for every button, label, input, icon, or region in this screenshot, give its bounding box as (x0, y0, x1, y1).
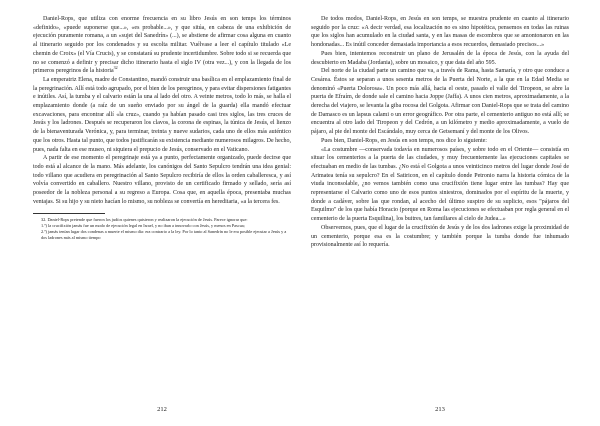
footnote (33, 217, 291, 241)
page-number: 213 (435, 406, 445, 413)
paragraph: Observemos, pues, que el lugar de la crucifixión de Jesús y de los dos ladrones exige la proximidad de un cementerio, porque esa es la costumbre; y también porque la tumba donde fue inhumado provisionalmente así lo requería. (311, 224, 569, 249)
footnote-marker: 32 (113, 65, 118, 71)
paragraph: De todos modos, Daniel-Rops, en Jesús en son temps, se muestra prudente en cuanto al itinerario seguido por la cruz: «A decir verdad, esa localización no es sino hipotética, pensemos en todas las ruinas que los siglos han acumulado en la ciudad santa, y en las masas de escombros que se amontonaron en las hondonadas... Es inútil conceder demasiada importancia a esos recuerdos, demasiado precisos...» (311, 16, 569, 49)
left-body-text (33, 15, 291, 206)
left-page (33, 15, 291, 415)
footnote-item: 1.º) la crucifixión jamás fue un modo de ejecución legal en Israel, y no iban a innovarlo con Jesús, y menos en Pascua; (41, 223, 245, 229)
footnote-item: 2.º) jamás tenían lugar dos condenas a muerte el mismo día: era contrario a la ley. Por lo tanto al Sanedrín no le era posible ejecutar a Jesús y a dos ladrones más al mismo tiempo (41, 229, 287, 241)
right-page (311, 15, 569, 415)
paragraph: Pues bien, intentemos reconstruir un plano de Jerusalén de la época de Jesús, con la ayuda del descubierto en Madaba (Jordania), sobre un mosaico, y que data del año 595. (311, 50, 569, 66)
quotation: «La costumbre —conservada todavía en numerosos países, y sobre todo en el Oriente— consistía en situar los cementerios a la puerta de las ciudades, y muy frecuentemente las ejecuciones capitales se efectuaban en medio de las tumbas. ¿No está el Golgota a unos veinticinco metros del lugar donde José de Arimatea tenía su sepulcro? En el Satiricon, en el capítulo donde Petronio narra la historia cómica de la viuda inconsolable, ¿no vemos también como una crucifixión tiene lugar entre las tumbas? Hay que representarse el Calvario como uno de esos puntos siniestros, dominados por el espíritu de la muerte, y donde a cadáver, sobre las que rondan, al acecho del último suspiro de su suplicio, esos "pájaros del Esquilmo" de los que había Horacio (porque en Roma las ejecuciones se efectuaban por regla general en el cementerio de la puerta Esquilina), los buitres, tan familiares al cielo de Judea...» (311, 146, 569, 223)
page-number: 212 (157, 406, 167, 413)
paragraph: La emperatriz Elena, madre de Constantino, mandó construir una basílica en el emplazamiento final de la peregrinación. Allí está todo agrupado, por el bien de los peregrinos, y para evitar dispersiones fatigantes e inútiles. Así, la tumba y el calvario están la una al lado del otro. A veinte metros, todo lo más, se halla el emplazamiento donde (a raíz de un sueño enviado por su ángel de la guarda) ella mandó efectuar excavaciones, para encontrar allí «la cruz», cuando ya habían pasado casi tres siglos, las tres cruces de Jesús y los ladrones. Después se recuperaron los clavos, la corona de espinas, la túnica de Jesús, el lienzo de la bienaventurada Verónica, y, para terminar, treinta y nueve sudarios, cada uno de ellos más auténtico que los otros. Hasta tal punto, que todos justificarán su existencia mediante numerosos milagros. De hecho, pues, nada falta en ese museo, ni siquiera el prepucio de Jesús, conservado en el Vaticano. (33, 76, 291, 153)
paragraph: Del norte de la ciudad parte un camino que va, a través de Rama, hasta Samaría, y otro que conduce a Cesárea. Éstos se separan a unos sesenta metros de la Puerta del Norte, a la que en la Edad Media se denominó «Puerta Dolorosa». Un poco más allá, hacia el oeste, pasado el valle del Tiropeon, se abre la puerta de Efraím, de donde sale el camino hacia Joppe (Jaffa). A unos cien metros, aproximadamente, a la derecha del viajero, se levanta la giba rocosa del Golgota. Afirmar con Daniel-Rops que se trata del camino de Damasco es un lapsus calami o un error geográfico. Por otra parte, el cementerio antiguo no está allí; se encuentra al otro lado del Tiropeon y del Cedrón, a un kilómetro y medio aproximadamente, a vuelo de pájaro, al pie del monte del Escándalo, muy cerca de Getsemaní y del monte de los Olivos. (311, 68, 569, 136)
paragraph (33, 15, 291, 76)
paragraph-text: Daniel-Rops, que utiliza con enorme frecuencia en su libro Jesús en son temps los términos «definido», «puede suponerse que...», «es probable...», y que sitúa, en cabeza de una exhibición de ejecución puramente romana, a un «sujet del Sanedrín» (...), se abstiene de afirmar cosa alguna en cuanto al itinerario seguido por los condenados y su escolta militar. Vuélvase a leer el capítulo titulado «Le chemin de Croix» (el Vía Crucis), y se constatará su prudente incertidumbre. Sobre todo si se recuerda que no se comenzó a definir y precisar dicho itinerario hasta el siglo IV (otra vez...), y con la llegada de los primeros peregrinos de la historia (33, 16, 291, 75)
footnote-rule (33, 213, 105, 214)
paragraph: A partir de ese momento el peregrinaje está ya a punto, perfectamente organizado, puede decirse que todo está al alcance de la mano. Más adelante, los canónigos del Santo Sepulcro tendrán una idea genial: todo villano que acudiera en peregrinación al Santo Sepulcro recibiría de ellos la orden caballeresca, y así volvía convertido en caballero. Nuestro villano, provisto de un certificado firmado y sellado, sería así poseedor de la nobleza personal a su regreso a Europa. Cosa que, en aquella época, presentaba muchas ventajas. Si su hijo y su nieto hacían lo mismo, su nobleza se convertía en hereditaria, «a la tercera fes. (33, 155, 291, 205)
paragraph: Pues bien, Daniel-Rops, en Jesús en son temps, nos dice lo siguiente: (321, 137, 487, 144)
footnote-intro: 32. Daniel-Rops pretende que fueron los judíos quienes quisieron y realizaron la ejecución de Jesús. Parece ignorar que: (41, 217, 248, 223)
right-body-text (311, 15, 569, 250)
